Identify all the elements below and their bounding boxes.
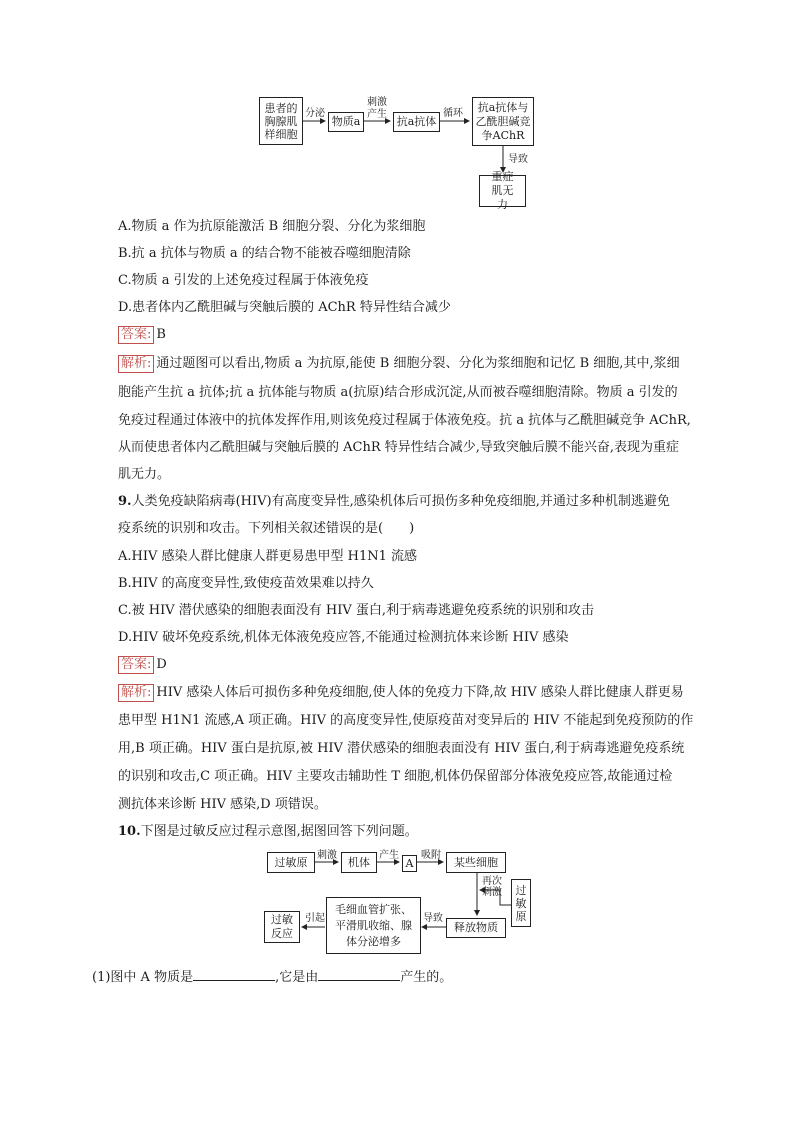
analysis-text: HIV 感染人体后可损伤多种免疫细胞,使人体的免疫力下降,故 HIV 感染人群比健康人群更易 [156,685,684,700]
box-substance-A: A [402,855,417,872]
q8-analysis-3: 免疫过程通过体液中的抗体发挥作用,则该免疫过程属于体液免疫。抗 a 抗体与乙酰胆碱竞争 AChR, [118,413,691,428]
q10-stem-text: 下图是过敏反应过程示意图,据图回答下列问题。 [140,824,418,839]
box-release-substance: 释放物质 [446,918,506,938]
answer-tag: 答案: [118,656,154,674]
blank-2[interactable] [318,968,400,981]
box-antibody-compete: 抗a抗体与乙酰胆碱竞争AChR [472,97,534,146]
label-lead: 导致 [423,913,443,924]
box-some-cells: 某些细胞 [446,852,506,873]
label-adsorb: 吸附 [421,850,441,861]
q10-number: 10. [118,824,141,839]
box-body: 机体 [341,852,377,873]
q8-option-c: C.物质 a 引发的上述免疫过程属于体液免疫 [118,273,369,288]
box-allergen: 过敏原 [267,852,315,873]
q10-sub1 [92,968,452,987]
q9-option-d: D.HIV 破坏免疫系统,机体无体液免疫应答,不能通过检测抗体来诊断 HIV 感染 [118,630,569,645]
label-lead: 导致 [508,154,528,165]
box-patient-cells: 患者的胸腺肌样细胞 [259,97,303,145]
label-produce: 产生 [379,850,399,861]
q8-option-b: B.抗 a 抗体与物质 a 的结合物不能被吞噬细胞清除 [118,246,411,261]
analysis-text: 通过题图可以看出,物质 a 为抗原,能使 B 细胞分裂、分化为浆细胞和记忆 B 细胞,其中,浆细 [156,356,680,371]
q9-answer [118,656,167,674]
analysis-tag: 解析: [118,355,154,373]
q9-analysis-4: 的识别和攻击,C 项正确。HIV 主要攻击辅助性 T 细胞,机体仍保留部分体液免疫应答,故能通过检 [118,769,673,784]
q9-analysis-2: 患甲型 H1N1 流感,A 项正确。HIV 的高度变异性,使原疫苗对变异后的 HIV 不能起到免疫预防的作 [118,713,694,728]
box-allergic-reaction: 过敏反应 [264,911,300,943]
label-produce: 产生 [367,109,387,120]
analysis-tag: 解析: [118,684,154,702]
q9-stem-text: 人类免疫缺陷病毒(HIV)有高度变异性,感染机体后可损伤多种免疫细胞,并通过多种机制逃避免 [131,494,670,509]
q9-stem-1 [118,493,670,511]
label-cause: 引起 [305,913,325,924]
q8-analysis-2: 胞能产生抗 a 抗体;抗 a 抗体能与物质 a(抗原)结合形成沉淀,从而被吞噬细胞清除。物质 a 引发的 [118,385,678,400]
q9-answer-value: D [156,657,167,672]
box-effects: 毛细血管扩张、平滑肌收缩、腺体分泌增多 [326,897,421,954]
q9-option-a: A.HIV 感染人群比健康人群更易患甲型 H1N1 流感 [118,549,418,564]
box-allergen-again: 过敏原 [511,879,531,927]
q10-sub1-suffix: 产生的。 [400,970,453,985]
q10-stem [118,823,418,841]
label-circulate: 循环 [443,108,463,119]
q10-sub1-prefix: (1)图中 A 物质是 [92,970,194,985]
q9-number: 9. [118,494,132,509]
box-myasthenia: 重症肌无力 [479,175,526,207]
label-stimulate: 刺激 [317,850,337,861]
q9-analysis-5: 测抗体来诊断 HIV 感染,D 项错误。 [118,797,327,812]
q9-option-c: C.被 HIV 潜伏感染的细胞表面没有 HIV 蛋白,利于病毒逃避免疫系统的识别和攻击 [118,603,594,618]
label-stimulate: 刺激 [367,97,387,108]
box-substance-a: 物质a [328,112,364,132]
q9-analysis-1 [118,684,684,702]
label-secrete: 分泌 [305,108,325,119]
answer-tag: 答案: [118,326,154,344]
q8-option-a: A.物质 a 作为抗原能激活 B 细胞分裂、分化为浆细胞 [118,219,426,234]
q8-analysis-5: 肌无力。 [118,467,171,482]
label-again-stimulate: 再次刺激 [482,876,502,898]
q8-answer [118,326,166,344]
q9-option-b: B.HIV 的高度变异性,致使疫苗效果难以持久 [118,576,374,591]
q8-analysis-4: 从而使患者体内乙酰胆碱与突触后膜的 AChR 特异性结合减少,导致突触后膜不能兴奋,表现为重症 [118,440,680,455]
q9-analysis-3: 用,B 项正确。HIV 蛋白是抗原,被 HIV 潜伏感染的细胞表面没有 HIV 蛋白,利于病毒逃避免疫系统 [118,741,685,756]
q10-sub1-middle: ,它是由 [275,970,319,985]
q9-stem-2: 疫系统的识别和攻击。下列相关叙述错误的是( ) [118,521,415,536]
q8-analysis-1 [118,355,680,373]
blank-1[interactable] [193,968,275,981]
box-anti-a-antibody: 抗a抗体 [393,112,440,132]
q8-option-d: D.患者体内乙酰胆碱与突触后膜的 AChR 特异性结合减少 [118,300,451,315]
q8-answer-value: B [156,327,166,342]
